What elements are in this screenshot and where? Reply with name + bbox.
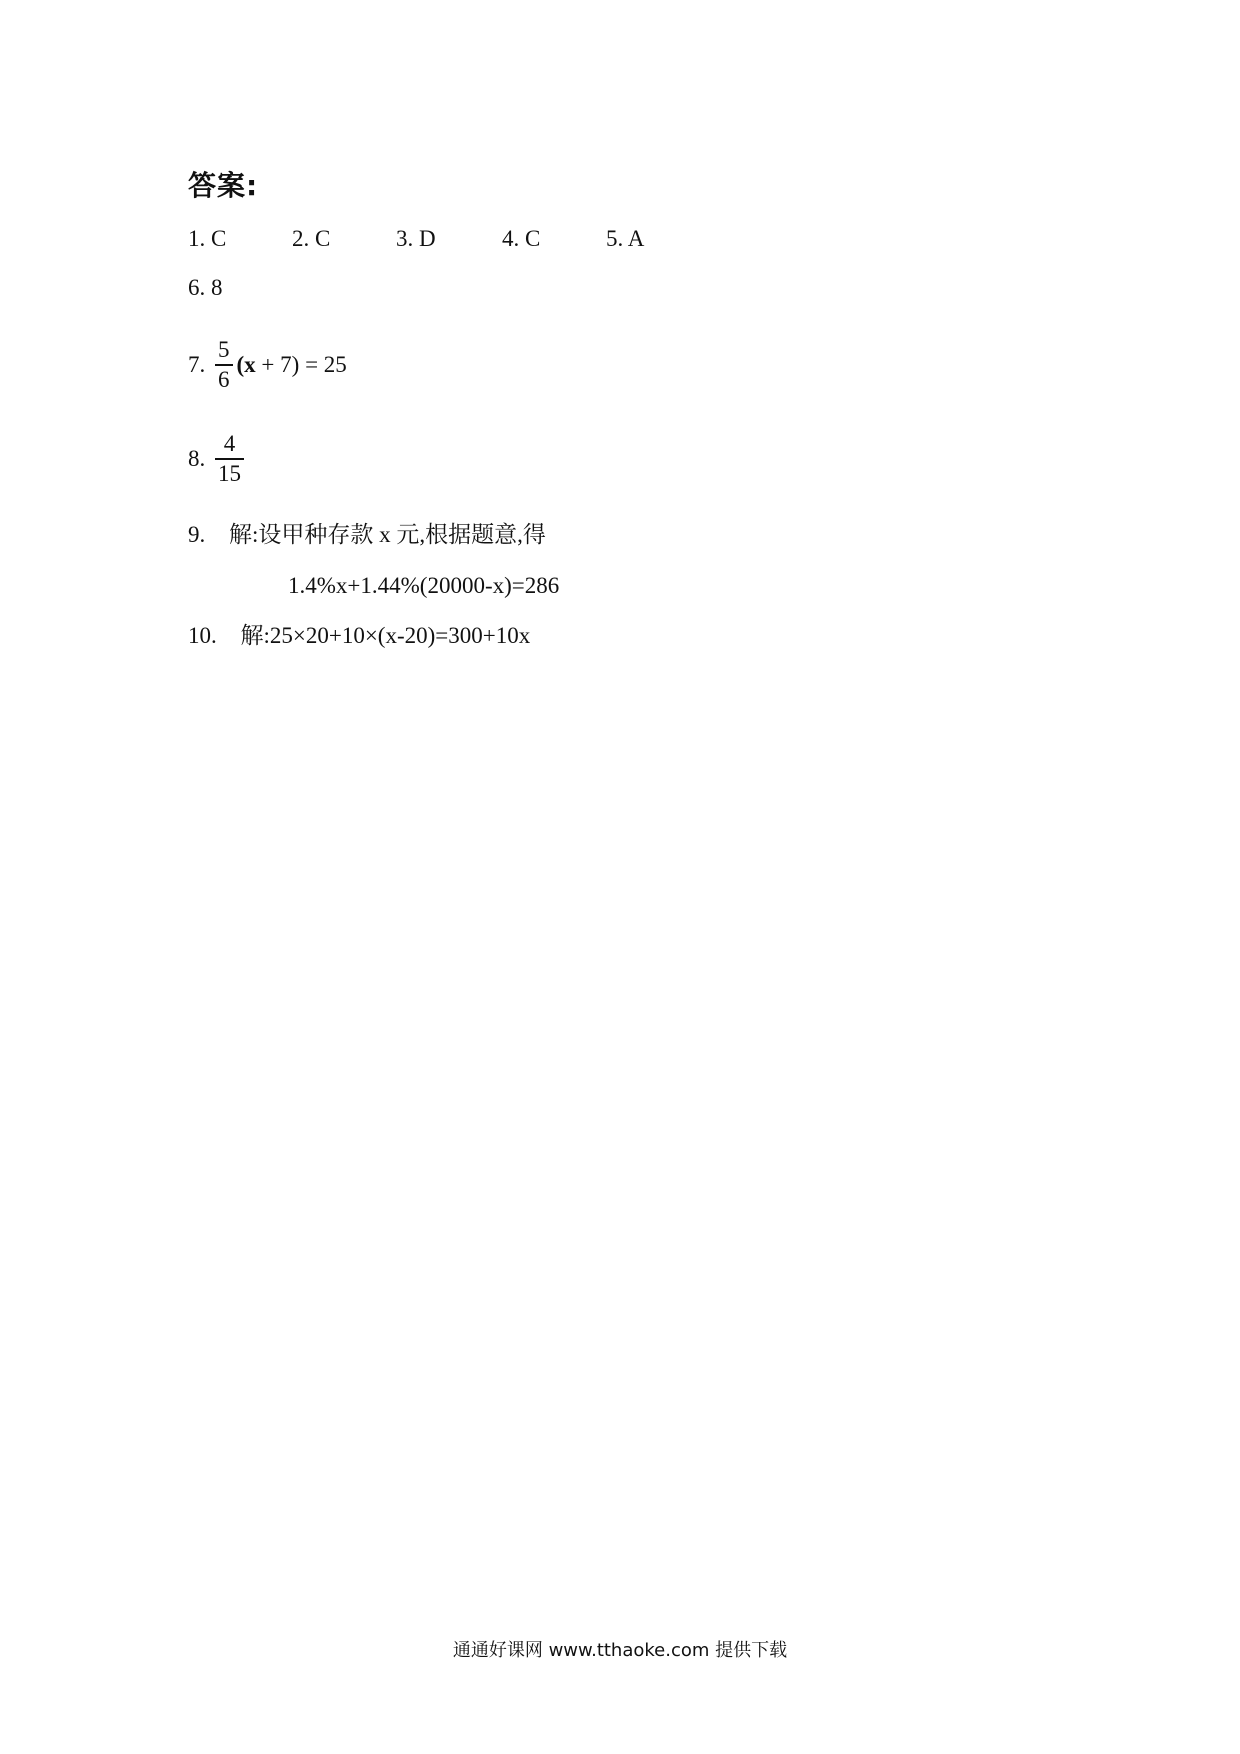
footer-text: 通通好课网 www.tthaoke.com 提供下载 xyxy=(452,1640,788,1661)
fraction xyxy=(215,336,233,394)
answer-value: C xyxy=(315,226,331,251)
answer-value: C xyxy=(211,226,227,251)
fraction-denominator: 15 xyxy=(215,458,244,488)
answer-10 xyxy=(188,622,530,650)
answer-7 xyxy=(188,336,347,394)
answer-value: D xyxy=(419,226,436,251)
answer-4 xyxy=(502,226,540,252)
answer-number: 7. xyxy=(188,352,206,377)
answer-number: 6. xyxy=(188,275,206,300)
answer-8 xyxy=(188,430,248,488)
answer-number: 9. xyxy=(188,522,206,547)
answer-number: 4. xyxy=(502,226,520,251)
answer-9 xyxy=(188,521,546,549)
answer-number: 2. xyxy=(292,226,310,251)
answer-heading: 答案: xyxy=(188,169,259,202)
expression-rest: + 7) xyxy=(255,352,300,377)
fraction-numerator: 5 xyxy=(218,337,230,362)
solution-text: 解:25×20+10×(x-20)=300+10x xyxy=(240,623,531,648)
answer-3 xyxy=(396,226,436,252)
paren-open: ( xyxy=(236,352,245,377)
equation-9: 1.4%x+1.44%(20000-x)=286 xyxy=(288,573,560,598)
answer-number: 5. xyxy=(606,226,624,251)
answer-5 xyxy=(606,226,644,252)
answer-6 xyxy=(188,274,223,302)
answer-number: 3. xyxy=(396,226,414,251)
fraction-numerator: 4 xyxy=(223,431,236,456)
answer-2 xyxy=(292,226,330,252)
answer-number: 10. xyxy=(188,623,217,648)
answer-number: 8. xyxy=(188,446,206,471)
answer-1 xyxy=(188,226,226,252)
answer-number: 1. xyxy=(188,226,206,251)
answer-value: A xyxy=(627,226,645,251)
fraction-denominator: 6 xyxy=(215,364,233,394)
answer-value: 8 xyxy=(211,275,223,300)
variable-x: x xyxy=(244,352,256,377)
fraction xyxy=(215,430,244,488)
solution-text: 解:设甲种存款 x 元,根据题意,得 xyxy=(229,522,546,547)
equals-value: = 25 xyxy=(299,352,347,377)
answer-value: C xyxy=(525,226,541,251)
